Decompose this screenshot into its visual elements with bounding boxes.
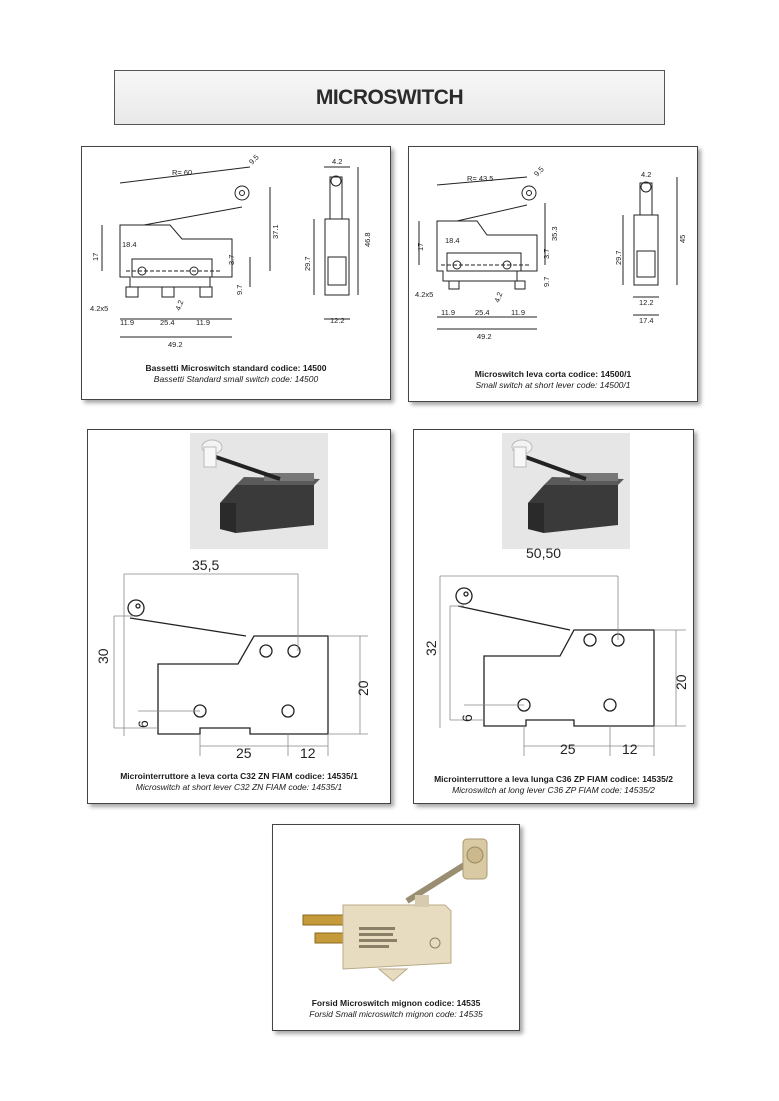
dim-label: 3.7 [542, 248, 551, 259]
dim-label: 6 [135, 720, 151, 728]
dim-label: 11.9 [196, 318, 211, 327]
page-title: MICROSWITCH [315, 85, 464, 109]
card-caption [88, 771, 390, 793]
dim-label: 12.2 [330, 316, 345, 325]
dim-label: 25 [236, 745, 252, 760]
dim-label: 18.4 [122, 240, 137, 249]
product-card-14500 [81, 146, 391, 400]
dim-label: 17 [416, 242, 425, 251]
technical-drawing [88, 430, 392, 760]
technical-drawing [414, 430, 695, 760]
dim-label: 32 [423, 640, 439, 656]
dim-label: 25.4 [475, 308, 490, 317]
caption-english: Bassetti Standard small switch code: 14500 [153, 374, 319, 384]
dim-label: 6 [459, 714, 475, 722]
dim-label: 9.5 [532, 164, 546, 179]
dim-label: 35,5 [192, 557, 220, 573]
caption-italian: Microswitch leva corta codice: 14500/1 [474, 369, 632, 379]
caption-italian: Forsid Microswitch mignon codice: 14535 [311, 998, 481, 1008]
card-caption [273, 998, 519, 1020]
dim-label: 17 [91, 252, 100, 261]
card-caption [409, 369, 697, 391]
dim-label: 11.9 [120, 318, 135, 327]
dim-label: 29.7 [303, 256, 312, 271]
caption-english: Small switch at short lever code: 14500/1 [475, 380, 631, 390]
page-title-box [114, 70, 665, 125]
dim-label: 29.7 [614, 250, 623, 265]
dim-label: 4.2 [173, 298, 186, 312]
dim-label: R= 60 [172, 168, 193, 177]
dim-label: 3.7 [227, 254, 236, 265]
technical-drawing [409, 147, 699, 403]
product-photo [295, 829, 495, 989]
dim-label: 4.2 [641, 170, 652, 179]
dim-label: 9.7 [235, 284, 244, 295]
dim-label: 49.2 [477, 332, 492, 341]
dim-label: 46.8 [363, 232, 372, 247]
caption-italian: Microinterruttore a leva corta C32 ZN FIAM codice: 14535/1 [120, 771, 358, 781]
product-card-14535 [272, 824, 520, 1031]
dim-label: 50,50 [526, 545, 562, 561]
dim-label: 9.7 [542, 276, 551, 287]
dim-label: 18.4 [445, 236, 460, 245]
dim-label: 12.2 [639, 298, 654, 307]
product-card-14535-2 [413, 429, 694, 804]
dim-label: 9.5 [247, 152, 261, 167]
dim-label: 12 [622, 741, 638, 757]
product-card-14500-1 [408, 146, 698, 402]
dim-label: 20 [673, 674, 689, 690]
dim-label: 25 [560, 741, 576, 757]
dim-label: R= 43.5 [467, 174, 494, 183]
dim-label: 30 [95, 648, 111, 664]
dim-label: 4.2x5 [90, 304, 109, 313]
caption-italian: Microinterruttore a leva lunga C36 ZP FIAM codice: 14535/2 [434, 774, 673, 784]
dim-label: 4.2x5 [415, 290, 434, 299]
dim-label: 25.4 [160, 318, 175, 327]
dim-label: 11.9 [511, 308, 526, 317]
card-caption [414, 774, 693, 796]
caption-english: Forsid Small microswitch mignon code: 14535 [309, 1009, 483, 1019]
dim-label: 37.1 [271, 224, 280, 239]
dim-label: 4.2 [332, 157, 343, 166]
dim-label: 17.4 [639, 316, 654, 325]
card-caption [82, 363, 390, 385]
dim-label: 49.2 [168, 340, 183, 349]
dim-label: 4.2 [492, 290, 505, 304]
caption-english: Microswitch at short lever C32 ZN FIAM code: 14535/1 [135, 782, 343, 792]
caption-italian: Bassetti Microswitch standard codice: 14500 [145, 363, 327, 373]
dim-label: 12 [300, 745, 316, 760]
dim-label: 45 [678, 234, 687, 243]
dim-label: 35.3 [550, 226, 559, 241]
caption-english: Microswitch at long lever C36 ZP FIAM code: 14535/2 [452, 785, 655, 795]
dim-label: 20 [355, 680, 371, 696]
product-card-14535-1 [87, 429, 391, 804]
dim-label: 11.9 [441, 308, 456, 317]
